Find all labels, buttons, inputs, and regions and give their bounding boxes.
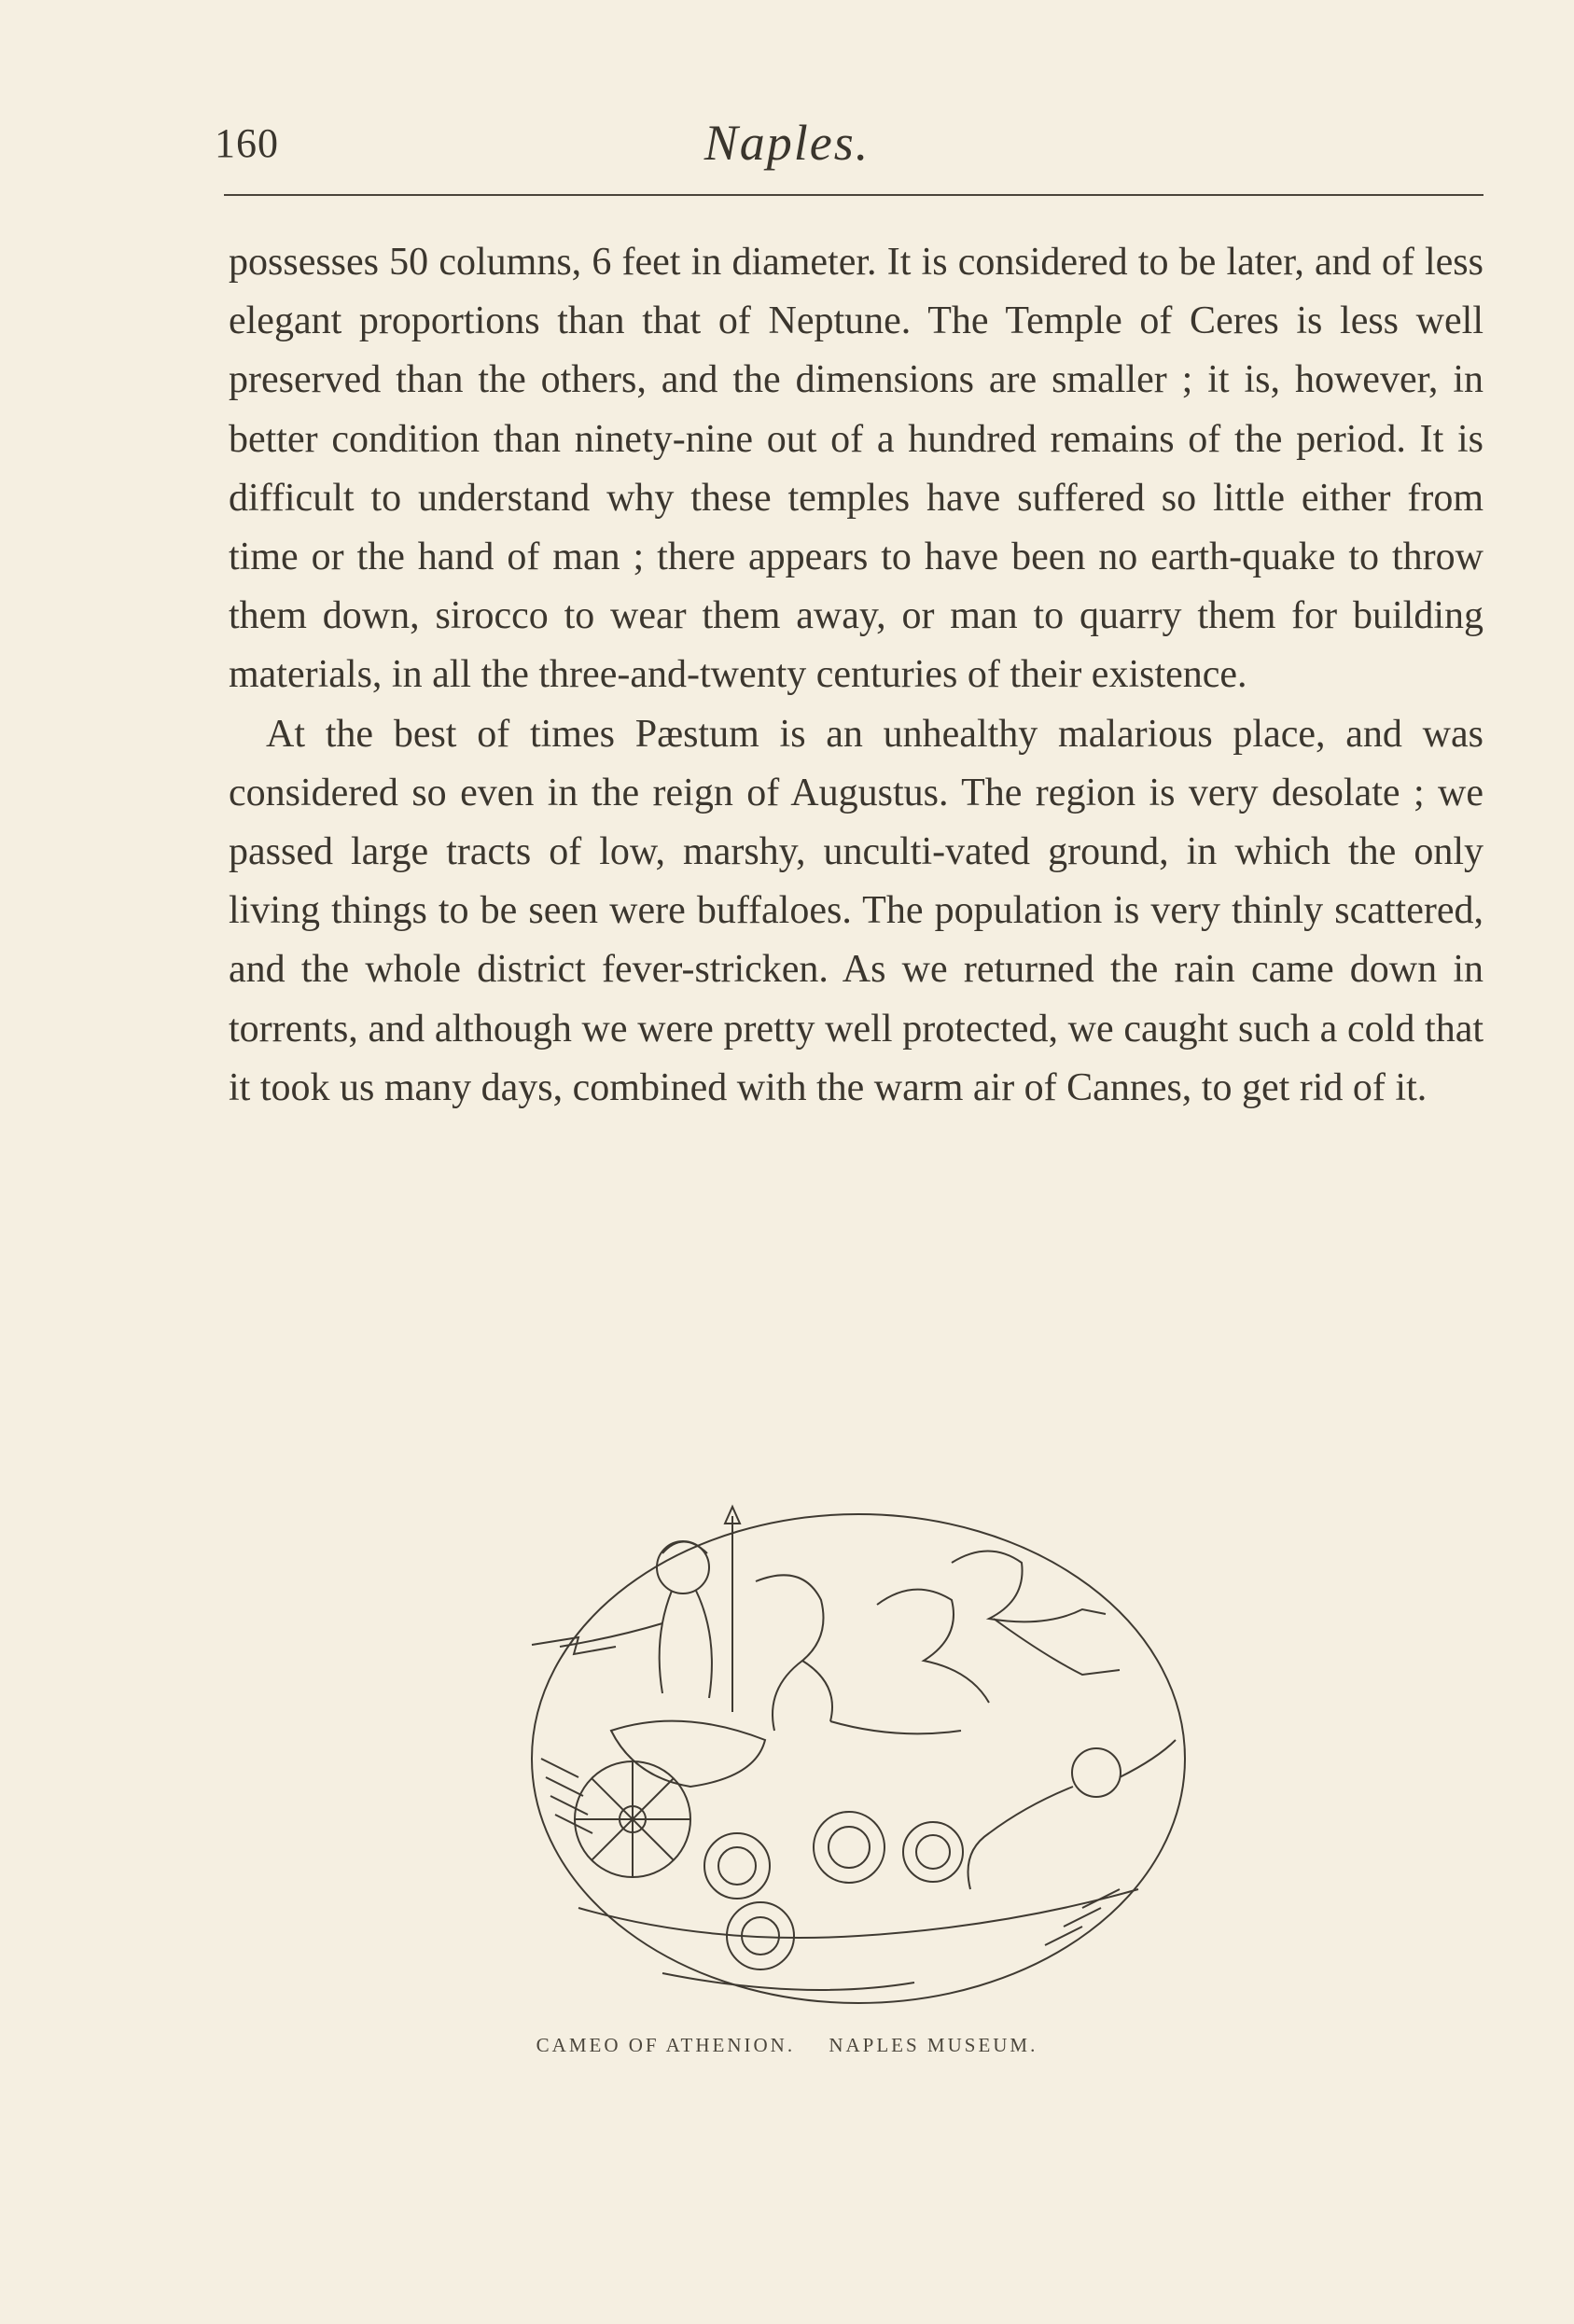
cameo-engraving-icon bbox=[522, 1497, 1194, 2020]
header-rule bbox=[224, 194, 1483, 196]
figure-caption bbox=[0, 2034, 1574, 2057]
body-text bbox=[229, 233, 1483, 1118]
paragraph-1: possesses 50 columns, 6 feet in diameter. It is considered to be later, and of less elegant proportions than that of Neptune. The Temple of Ceres is less well preserved than the others, and the dimensions are smaller ; it is, however, in better condition than ninety-nine out of a hundred remains of the period. It is difficult to understand why these temples have suffered so little either from time or the hand of man ; there appears to have been no earth-quake to throw them down, sirocco to wear them away, or man to quarry them for building materials, in all the three-and-twenty centuries of their existence. bbox=[229, 241, 1483, 697]
caption-source: NAPLES MUSEUM. bbox=[829, 2034, 1038, 2056]
cameo-illustration bbox=[522, 1497, 1194, 2020]
paragraph-2: At the best of times Pæstum is an unhealthy malarious place, and was considered so even in the reign of Augustus. The region is very desolate ; we passed large tracts of low, marshy, unculti-vated ground, in which the only living things to be seen were buffaloes. The population is very thinly scattered, and the whole district fever-stricken. As we returned the rain came down in torrents, and although we were pretty well protected, we caught such a cold that it took us many days, combined with the warm air of Cannes, to get rid of it. bbox=[229, 712, 1483, 1109]
caption-title: CAMEO OF ATHENION. bbox=[536, 2034, 796, 2056]
page-number: 160 bbox=[215, 120, 279, 166]
running-title: Naples. bbox=[703, 115, 871, 171]
